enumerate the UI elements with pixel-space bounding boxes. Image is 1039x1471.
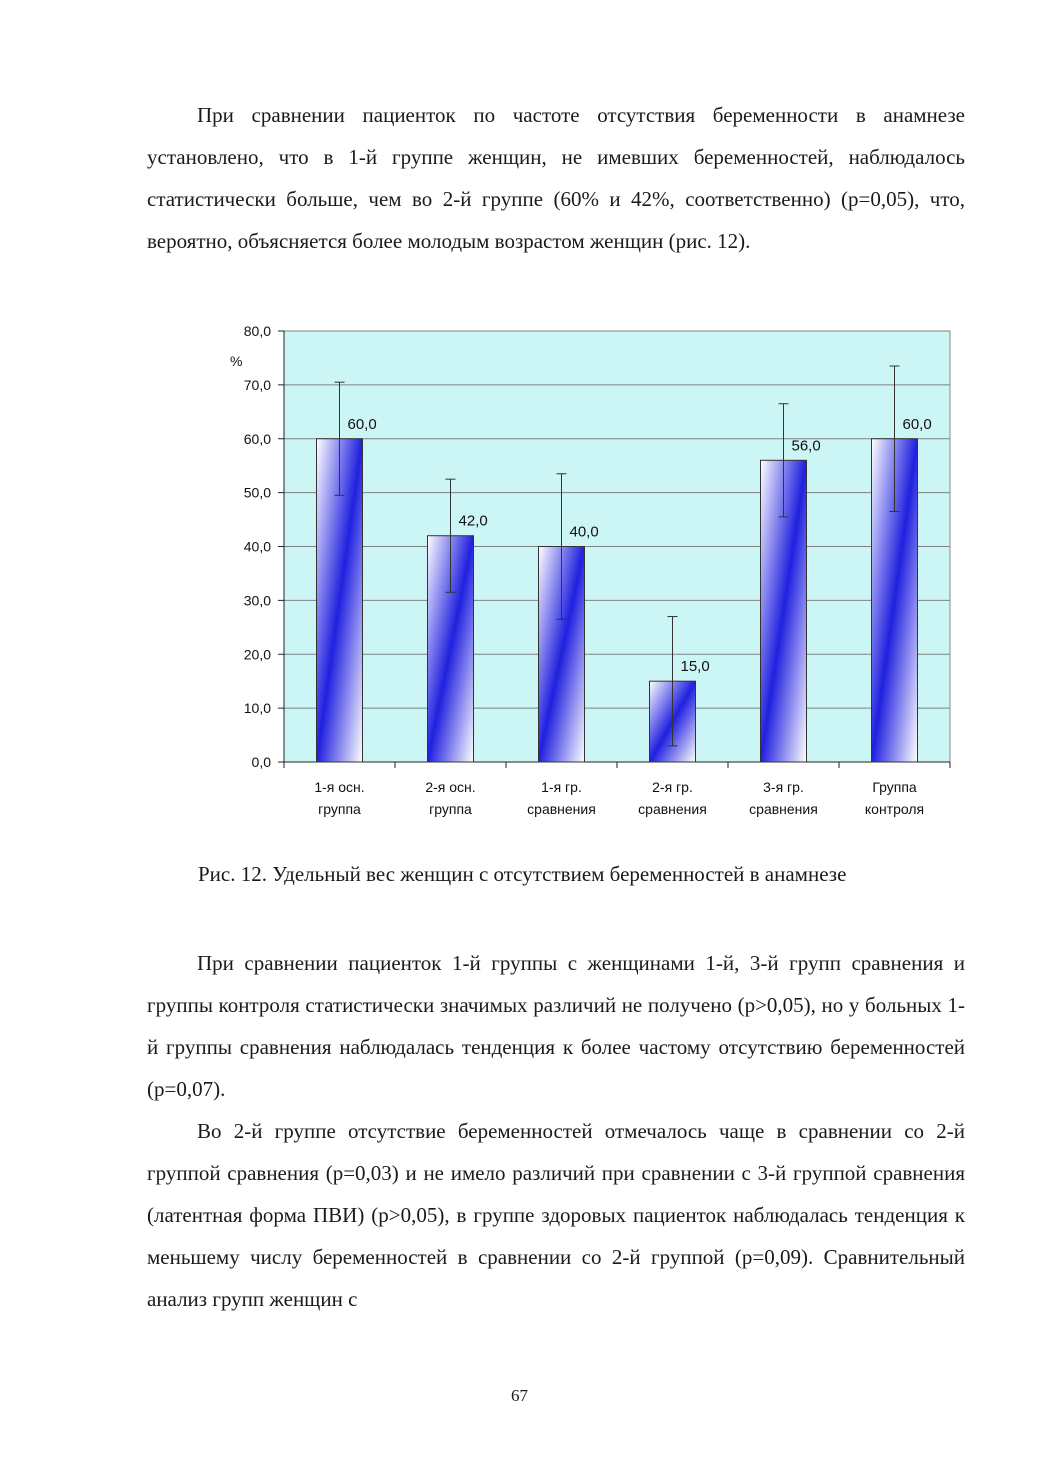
y-tick-label: 50,0 xyxy=(243,484,271,501)
y-tick-label: 0,0 xyxy=(251,754,271,770)
y-tick-label: 10,0 xyxy=(243,700,271,717)
data-label: 40,0 xyxy=(569,523,599,541)
figure-caption: Рис. 12. Удельный вес женщин с отсутствием беременностей в анамнезе xyxy=(198,862,847,886)
data-label: 42,0 xyxy=(458,512,488,530)
x-tick-label: 2-я гр. сравнения xyxy=(638,779,707,817)
x-tick-label: 3-я гр. сравнения xyxy=(749,779,818,817)
y-tick-label: 40,0 xyxy=(243,538,271,555)
page-number: 67 xyxy=(511,1386,528,1405)
paragraph-2: При сравнении пациенток 1-й группы с женщинами 1-й, 3-й групп сравнения и группы контроля статистически значимых различий не получено (р>0,05), но у больных 1-й группы сравнения наблюдалась тенденция к более частому отсутствию беременностей (р=0,07). xyxy=(147,951,965,1101)
y-tick-label: 60,0 xyxy=(243,430,271,447)
data-label: 60,0 xyxy=(902,415,932,433)
x-tick-label: 2-я осн. группа xyxy=(425,779,476,817)
y-tick-label: 20,0 xyxy=(243,646,271,663)
paragraph-3: Во 2-й группе отсутствие беременностей отмечалось чаще в сравнении со 2-й группой сравнения (р=0,03) и не имело различий при сравнении с 3-й группой сравнения (латентная форма ПВИ) (р>0,05), в группе здоровых пациенток наблюдалась тенденция к меньшему числу беременностей в сравнении со 2-й группой (р=0,09). Сравнительный анализ групп женщин с xyxy=(147,1119,965,1311)
y-tick-label: 80,0 xyxy=(243,323,271,339)
x-tick-label: Группа контроля xyxy=(864,779,925,817)
data-label: 15,0 xyxy=(680,658,710,676)
x-tick-label: 1-я осн. группа xyxy=(314,779,365,817)
data-label: 60,0 xyxy=(347,415,377,433)
paragraph-1: При сравнении пациенток по частоте отсутствия беременности в анамнезе установлено, что в 1-й группе женщин, не имевших беременностей, наблюдалось статистически больше, чем во 2-й группе (60% и 42%, соответственно) (р=0,05), что, вероятно, объясняется более молодым возрастом женщин (рис. 12). xyxy=(147,103,965,253)
y-tick-label: 30,0 xyxy=(243,592,271,609)
y-tick-label: 70,0 xyxy=(243,376,271,393)
data-label: 56,0 xyxy=(791,437,821,455)
x-tick-label: 1-я гр. сравнения xyxy=(527,779,596,817)
y-axis-label: % xyxy=(230,353,243,369)
